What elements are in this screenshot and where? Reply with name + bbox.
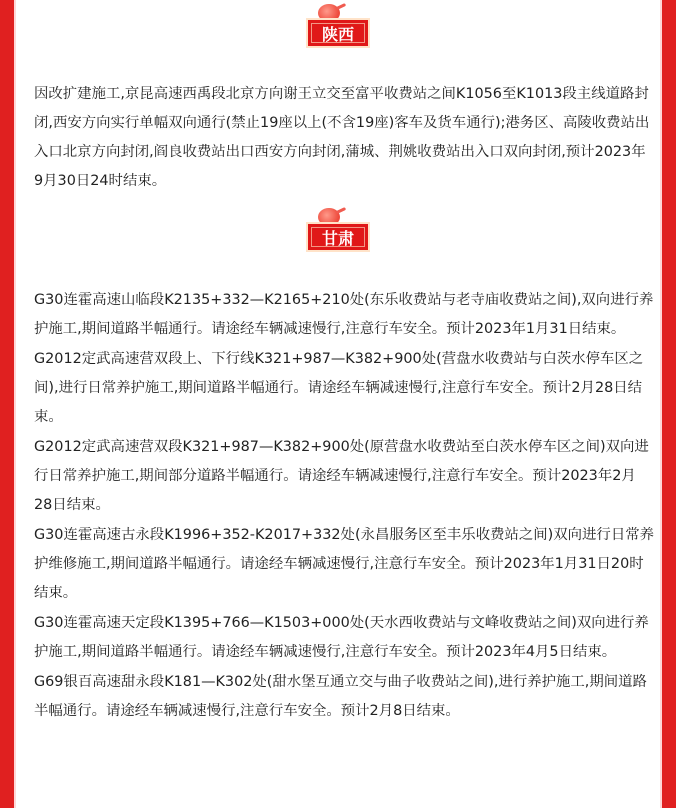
region-badge-gansu [306, 208, 370, 252]
notice-paragraph: G30连霍高速天定段K1395+766—K1503+000处(天水西收费站与文峰收费站之间)双向进行养护施工,期间道路半幅通行。请途经车辆减速慢行,注意行车安全。预计2023年4月5日结束。 [34, 615, 649, 660]
notice-paragraph: G69银百高速甜永段K181—K302处(甜水堡互通立交与曲子收费站之间),进行养护施工,期间道路半幅通行。请途经车辆减速慢行,注意行车安全。预计2月8日结束。 [34, 674, 647, 719]
notice-paragraph: G30连霍高速古永段K1996+352-K2017+332处(永昌服务区至丰乐收费站之间)双向进行日常养护维修施工,期间道路半幅通行。请途经车辆减速慢行,注意行车安全。预计2023年1月31日20时结束。 [34, 527, 654, 601]
region-title: 陕西 [306, 18, 370, 48]
section-text-gansu [34, 286, 654, 727]
notice-page [16, 0, 660, 808]
notice-paragraph: G30连霍高速山临段K2135+332—K2165+210处(东乐收费站与老寺庙收费站之间),双向进行养护施工,期间道路半幅通行。请途经车辆减速慢行,注意行车安全。预计2023年1月31日结束。 [34, 292, 654, 337]
notice-paragraph: G2012定武高速营双段K321+987—K382+900处(原营盘水收费站至白茨水停车区之间)双向进行日常养护施工,期间部分道路半幅通行。请途经车辆减速慢行,注意行车安全。预计2023年2月28日结束。 [34, 439, 649, 513]
region-badge-shaanxi [306, 4, 370, 48]
notice-paragraph: G2012定武高速营双段上、下行线K321+987—K382+900处(营盘水收费站与白茨水停车区之间),进行日常养护施工,期间道路半幅通行。请途经车辆减速慢行,注意行车安全。预计2月28日结束。 [34, 351, 644, 425]
right-red-border [660, 0, 676, 808]
left-red-border [0, 0, 16, 808]
region-title: 甘肃 [306, 222, 370, 252]
section-text-shaanxi [34, 80, 654, 197]
notice-paragraph: 因改扩建施工,京昆高速西禹段北京方向谢王立交至富平收费站之间K1056至K1013段主线道路封闭,西安方向实行单幅双向通行(禁止19座以上(不含19座)客车及货车通行);港务区、高陵收费站出入口北京方向封闭,阎良收费站出口西安方向封闭,蒲城、荆姚收费站出入口双向封闭,预计2023年9月30日24时结束。 [34, 86, 650, 189]
